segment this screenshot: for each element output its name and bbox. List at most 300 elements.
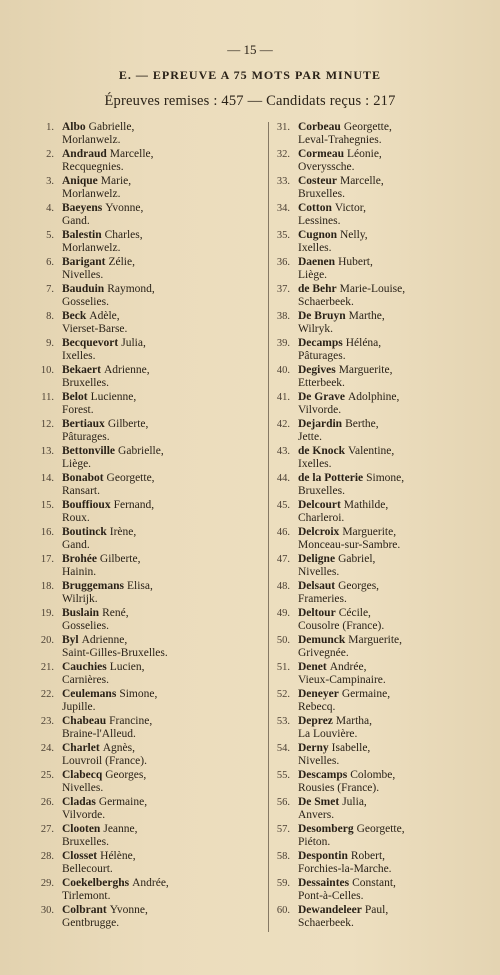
stats-line: Épreuves remises : 457 — Candidats reçus : 217 [104, 93, 396, 109]
entry-number: 53. [276, 716, 290, 727]
candidate-place: Cousolre (France). [298, 620, 385, 632]
candidate-place: Gentbrugge. [62, 917, 120, 929]
candidate-entry [264, 472, 464, 499]
entry-name-line [62, 796, 147, 809]
entry-number: 4. [46, 203, 54, 214]
candidate-given-name: Paul, [364, 904, 389, 916]
candidate-given-name: Valentine, [347, 445, 395, 457]
candidate-place: Vilvorde. [62, 809, 106, 821]
candidate-given-name: Adrienne, [81, 634, 128, 646]
candidate-given-name: Marcelle, [109, 148, 154, 160]
entry-number: 41. [276, 392, 290, 403]
candidate-given-name: Marguerite, [342, 526, 397, 538]
candidate-surname: Becquevort [62, 337, 119, 349]
candidate-given-name: Marcelle, [339, 175, 384, 187]
candidate-place: Charleroi. [298, 512, 345, 524]
candidate-surname: Deligne [298, 553, 336, 565]
entry-name-line [298, 121, 392, 134]
left-column [28, 121, 228, 931]
entry-number: 3. [46, 176, 54, 187]
candidate-surname: Anique [62, 175, 98, 187]
candidate-entry [28, 283, 228, 310]
entry-name-line [298, 796, 367, 809]
candidate-surname: Daenen [298, 256, 336, 268]
candidate-given-name: Georges, [105, 769, 147, 781]
candidate-entry [28, 850, 228, 877]
entry-number: 43. [276, 446, 290, 457]
candidate-surname: Delsaut [298, 580, 336, 592]
candidate-place: Frameries. [298, 593, 347, 605]
entry-name-line [298, 445, 394, 458]
candidate-surname: Balestin [62, 229, 102, 241]
entry-name-line [62, 472, 155, 485]
candidate-place: Leval-Trahegnies. [298, 134, 382, 146]
candidate-entry [264, 175, 464, 202]
entry-name-line [298, 715, 372, 728]
candidate-given-name: Marie, [100, 175, 132, 187]
entry-name-line [62, 553, 140, 566]
candidate-entry [264, 796, 464, 823]
candidate-given-name: Yvonne, [105, 202, 144, 214]
candidate-entry [264, 634, 464, 661]
candidate-place: Recquegnies. [62, 161, 124, 173]
entry-name-line [62, 499, 154, 512]
entry-number: 55. [276, 770, 290, 781]
candidate-place: Monceau-sur-Sambre. [298, 539, 401, 551]
entry-number: 54. [276, 743, 290, 754]
candidate-surname: De Grave [298, 391, 345, 403]
entry-number: 52. [276, 689, 290, 700]
entry-name-line [62, 121, 134, 134]
candidate-given-name: Victor, [334, 202, 366, 214]
entry-name-line [298, 472, 404, 485]
candidate-given-name: Cécile, [338, 607, 371, 619]
candidate-given-name: Martha, [335, 715, 373, 727]
candidate-place: Grivegnée. [298, 647, 349, 659]
entry-name-line [62, 418, 148, 431]
candidate-given-name: Hubert, [338, 256, 373, 268]
entry-number: 30. [40, 905, 54, 916]
entry-name-line [298, 850, 385, 863]
candidate-place: Braine-l'Alleud. [62, 728, 136, 740]
candidate-surname: de la Potterie [298, 472, 364, 484]
candidate-surname: Cauchies [62, 661, 107, 673]
candidate-given-name: Georges, [338, 580, 380, 592]
candidate-entry [264, 256, 464, 283]
entry-number: 25. [40, 770, 54, 781]
entry-name-line [298, 877, 396, 890]
candidate-place: Morlanwelz. [62, 188, 121, 200]
candidate-given-name: Berthe, [345, 418, 379, 430]
candidate-surname: Dewandeleer [298, 904, 362, 916]
candidate-surname: Cladas [62, 796, 96, 808]
candidate-given-name: Lucien, [109, 661, 145, 673]
candidate-given-name: Julia, [121, 337, 146, 349]
candidate-surname: Buslain [62, 607, 100, 619]
candidate-entry [28, 121, 228, 148]
entry-name-line [62, 769, 146, 782]
entry-number: 49. [276, 608, 290, 619]
candidate-surname: Brohée [62, 553, 97, 565]
entry-name-line [298, 310, 385, 323]
candidate-place: Vilvorde. [298, 404, 342, 416]
entry-number: 2. [46, 149, 54, 160]
candidate-surname: Chabeau [62, 715, 107, 727]
candidate-entry [28, 877, 228, 904]
candidate-place: Louvroil (France). [62, 755, 147, 767]
candidate-given-name: Simone, [119, 688, 158, 700]
candidate-given-name: Mathilde, [343, 499, 389, 511]
candidate-place: Saint-Gilles-Bruxelles. [62, 647, 168, 659]
candidate-surname: Beck [62, 310, 87, 322]
entry-number: 32. [276, 149, 290, 160]
candidate-place: Schaerbeek. [298, 296, 354, 308]
candidate-place: Bellecourt. [62, 863, 113, 875]
candidate-place: Gosselies. [62, 296, 109, 308]
candidate-surname: Charlet [62, 742, 100, 754]
candidate-surname: De Smet [298, 796, 340, 808]
entry-number: 17. [40, 554, 54, 565]
candidate-place: Bruxelles. [62, 836, 109, 848]
entry-number: 39. [276, 338, 290, 349]
candidate-entry [264, 607, 464, 634]
candidate-entry [264, 553, 464, 580]
entry-number: 21. [40, 662, 54, 673]
entry-number: 15. [40, 500, 54, 511]
candidate-surname: Andraud [62, 148, 107, 160]
candidate-place: Gosselies. [62, 620, 109, 632]
candidate-entry [28, 202, 228, 229]
entry-number: 50. [276, 635, 290, 646]
candidate-place: Vierset-Barse. [62, 323, 128, 335]
candidate-place: Ransart. [62, 485, 101, 497]
candidate-entry [264, 661, 464, 688]
candidate-surname: Cugnon [298, 229, 337, 241]
entry-number: 5. [46, 230, 54, 241]
section-title: E. — EPREUVE A 75 MOTS PAR MINUTE [118, 68, 382, 82]
candidate-place: Pont-à-Celles. [298, 890, 364, 902]
candidate-entry [264, 364, 464, 391]
entry-number: 60. [276, 905, 290, 916]
candidate-entry [264, 337, 464, 364]
entry-name-line [62, 877, 169, 890]
candidate-given-name: Julia, [342, 796, 367, 808]
entry-name-line [298, 175, 384, 188]
candidate-place: Pâturages. [62, 431, 110, 443]
entry-name-line [298, 742, 370, 755]
entry-name-line [298, 499, 388, 512]
entry-name-line [298, 634, 402, 647]
candidate-surname: Bauduin [62, 283, 105, 295]
entry-name-line [298, 553, 375, 566]
entry-name-line [298, 391, 399, 404]
entry-number: 29. [40, 878, 54, 889]
entry-name-line [62, 202, 143, 215]
right-column [264, 121, 464, 931]
entry-name-line [62, 310, 120, 323]
candidate-given-name: Colombe, [350, 769, 396, 781]
candidate-surname: Colbrant [62, 904, 107, 916]
candidate-place: Tirlemont. [62, 890, 111, 902]
candidate-entry [28, 796, 228, 823]
entry-name-line [298, 688, 390, 701]
candidate-place: Morlanwelz. [62, 134, 121, 146]
candidate-place: Wilryk. [298, 323, 333, 335]
candidate-place: Hainin. [62, 566, 97, 578]
entry-name-line [62, 256, 135, 269]
candidate-surname: Cormeau [298, 148, 344, 160]
candidate-given-name: Raymond, [107, 283, 155, 295]
candidate-place: Forest. [62, 404, 94, 416]
entry-name-line [298, 769, 395, 782]
candidate-surname: Bruggemans [62, 580, 124, 592]
candidate-surname: Albo [62, 121, 86, 133]
candidate-surname: Belot [62, 391, 88, 403]
candidate-surname: Barigant [62, 256, 106, 268]
entry-name-line [62, 445, 164, 458]
entry-name-line [62, 688, 157, 701]
entry-number: 18. [40, 581, 54, 592]
entry-name-line [298, 256, 373, 269]
candidate-given-name: Irène, [109, 526, 137, 538]
candidate-place: Nivelles. [62, 782, 104, 794]
candidate-surname: Deltour [298, 607, 336, 619]
entry-number: 22. [40, 689, 54, 700]
candidate-entry [28, 148, 228, 175]
candidate-entry [28, 391, 228, 418]
candidate-entry [28, 688, 228, 715]
candidate-entry [28, 769, 228, 796]
candidate-surname: Degives [298, 364, 336, 376]
candidate-given-name: Germaine, [98, 796, 148, 808]
entry-number: 48. [276, 581, 290, 592]
candidate-entry [28, 256, 228, 283]
entry-name-line [62, 229, 143, 242]
entry-number: 38. [276, 311, 290, 322]
candidate-entry [264, 148, 464, 175]
candidate-place: Ixelles. [298, 242, 332, 254]
entry-number: 42. [276, 419, 290, 430]
candidate-surname: Despontin [298, 850, 348, 862]
candidate-place: Gand. [62, 215, 90, 227]
candidate-given-name: Francine, [109, 715, 153, 727]
candidate-given-name: Gabrielle, [88, 121, 135, 133]
candidate-place: Wilrijk. [62, 593, 98, 605]
candidate-place: Anvers. [298, 809, 335, 821]
candidate-entry [28, 445, 228, 472]
entry-number: 19. [40, 608, 54, 619]
candidate-given-name: Georgette, [343, 121, 392, 133]
entry-name-line [62, 823, 138, 836]
candidate-given-name: Georgette, [356, 823, 405, 835]
entry-number: 31. [276, 122, 290, 133]
candidate-entry [264, 850, 464, 877]
entry-name-line [62, 904, 148, 917]
candidate-entry [28, 553, 228, 580]
entry-name-line [62, 634, 127, 647]
candidate-surname: Ceulemans [62, 688, 117, 700]
entry-number: 34. [276, 203, 290, 214]
candidate-given-name: Constant, [352, 877, 396, 889]
candidate-given-name: Isabelle, [331, 742, 371, 754]
candidate-surname: Corbeau [298, 121, 341, 133]
candidate-entry [264, 229, 464, 256]
candidate-given-name: Lucienne, [90, 391, 137, 403]
entry-number: 27. [40, 824, 54, 835]
entry-name-line [298, 904, 388, 917]
candidate-given-name: Fernand, [113, 499, 155, 511]
entry-number: 16. [40, 527, 54, 538]
candidate-surname: Coekelberghs [62, 877, 130, 889]
candidate-place: Rousies (France). [298, 782, 380, 794]
entry-name-line [298, 418, 379, 431]
entry-number: 28. [40, 851, 54, 862]
candidate-place: La Louvière. [298, 728, 358, 740]
entry-number: 12. [40, 419, 54, 430]
candidate-entry [264, 715, 464, 742]
candidate-place: Bruxelles. [62, 377, 109, 389]
candidate-place: Vieux-Campinaire. [298, 674, 386, 686]
candidate-place: Gand. [62, 539, 90, 551]
entry-name-line [62, 661, 145, 674]
entry-number: 59. [276, 878, 290, 889]
candidate-place: Bruxelles. [298, 485, 345, 497]
candidate-entry [28, 499, 228, 526]
candidate-entry [28, 310, 228, 337]
entry-name-line [62, 283, 155, 296]
candidate-given-name: Germaine, [341, 688, 391, 700]
candidate-entry [264, 499, 464, 526]
entry-number: 51. [276, 662, 290, 673]
candidate-given-name: Yvonne, [109, 904, 148, 916]
candidate-given-name: Gilberte, [107, 418, 149, 430]
candidate-surname: De Bruyn [298, 310, 346, 322]
candidate-given-name: Gabrielle, [118, 445, 164, 457]
candidate-surname: de Knock [298, 445, 345, 457]
entry-number: 44. [276, 473, 290, 484]
candidate-surname: Dessaintes [298, 877, 350, 889]
candidate-surname: Costeur [298, 175, 337, 187]
candidate-surname: Dejardin [298, 418, 343, 430]
candidate-place: Nivelles. [62, 269, 104, 281]
candidate-surname: Bertiaux [62, 418, 105, 430]
entry-number: 6. [46, 257, 54, 268]
candidate-place: Pâturages. [298, 350, 346, 362]
candidate-surname: Delcourt [298, 499, 341, 511]
candidate-place: Rebecq. [298, 701, 336, 713]
entry-name-line [298, 229, 368, 242]
entry-number: 26. [40, 797, 54, 808]
candidate-given-name: Georgette, [106, 472, 155, 484]
candidate-entry [264, 904, 464, 931]
page-number: — 15 — [227, 42, 273, 57]
candidate-surname: Boutinck [62, 526, 107, 538]
entry-number: 33. [276, 176, 290, 187]
candidate-entry [264, 391, 464, 418]
candidate-place: Morlanwelz. [62, 242, 121, 254]
entry-name-line [62, 850, 136, 863]
candidate-surname: Cotton [298, 202, 332, 214]
candidate-given-name: Marguerite, [338, 364, 393, 376]
candidate-surname: Bonabot [62, 472, 104, 484]
candidate-given-name: Agnès, [102, 742, 135, 754]
entry-name-line [298, 607, 371, 620]
candidate-place: Ixelles. [62, 350, 96, 362]
entry-name-line [62, 526, 136, 539]
entry-number: 45. [276, 500, 290, 511]
candidate-given-name: Marie-Louise, [339, 283, 406, 295]
candidate-entry [28, 661, 228, 688]
entry-number: 8. [46, 311, 54, 322]
candidate-entry [28, 364, 228, 391]
candidate-given-name: Marguerite, [348, 634, 403, 646]
candidate-surname: Derny [298, 742, 329, 754]
entry-number: 36. [276, 257, 290, 268]
candidate-place: Etterbeek. [298, 377, 345, 389]
candidate-surname: Baeyens [62, 202, 103, 214]
entry-name-line [298, 661, 366, 674]
entry-number: 35. [276, 230, 290, 241]
candidate-given-name: René, [102, 607, 129, 619]
candidate-entry [264, 688, 464, 715]
entry-name-line [298, 283, 405, 296]
candidate-surname: Bouffioux [62, 499, 111, 511]
candidate-place: Bruxelles. [298, 188, 345, 200]
entry-name-line [62, 607, 129, 620]
candidate-entry [264, 310, 464, 337]
candidate-entry [28, 607, 228, 634]
candidate-given-name: Elisa, [126, 580, 153, 592]
entry-name-line [62, 580, 153, 593]
entry-number: 47. [276, 554, 290, 565]
candidate-surname: Descamps [298, 769, 348, 781]
entry-name-line [62, 391, 136, 404]
entry-number: 10. [40, 365, 54, 376]
entry-name-line [298, 364, 392, 377]
candidate-surname: Delcroix [298, 526, 340, 538]
candidate-given-name: Léonie, [347, 148, 382, 160]
candidate-surname: Decamps [298, 337, 343, 349]
candidate-place: Schaerbeek. [298, 917, 354, 929]
entry-number: 1. [46, 122, 54, 133]
candidate-entry [28, 526, 228, 553]
candidate-given-name: Adrienne, [103, 364, 150, 376]
candidate-place: Lessines. [298, 215, 341, 227]
candidate-entry [264, 526, 464, 553]
candidate-surname: Desomberg [298, 823, 354, 835]
candidate-surname: de Behr [298, 283, 337, 295]
candidate-entry [28, 580, 228, 607]
candidate-place: Roux. [62, 512, 90, 524]
candidate-entry [28, 418, 228, 445]
candidate-given-name: Jeanne, [103, 823, 138, 835]
candidate-given-name: Andrée, [132, 877, 169, 889]
candidate-entry [264, 121, 464, 148]
candidate-given-name: Robert, [350, 850, 386, 862]
entry-name-line [298, 202, 366, 215]
entry-number: 11. [41, 392, 54, 403]
entry-number: 58. [276, 851, 290, 862]
candidate-entry [28, 823, 228, 850]
entry-number: 37. [276, 284, 290, 295]
entry-number: 40. [276, 365, 290, 376]
entry-number: 13. [40, 446, 54, 457]
candidate-given-name: Nelly, [340, 229, 368, 241]
entry-number: 23. [40, 716, 54, 727]
candidate-place: Nivelles. [298, 566, 340, 578]
candidate-place: Ixelles. [298, 458, 332, 470]
candidate-entry [264, 769, 464, 796]
